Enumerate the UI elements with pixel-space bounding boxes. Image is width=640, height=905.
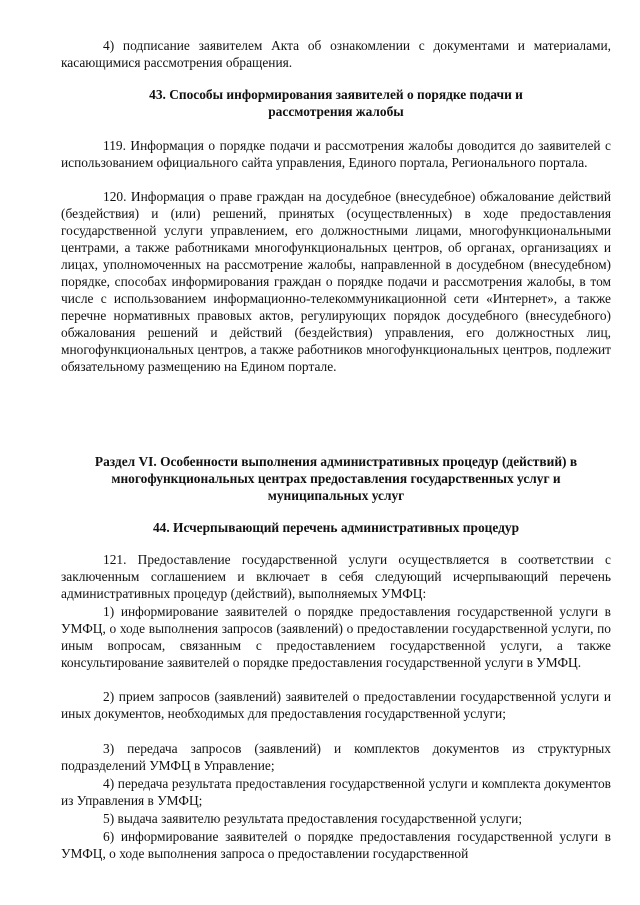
list-item-2: 2) прием запросов (заявлений) заявителей о предоставлении государственной услуги и иных документов, необходимых для предоставления государственной услуги; (61, 689, 611, 721)
heading-43: 43. Способы информирования заявителей о порядке подачи и рассмотрения жалобы (149, 87, 523, 119)
section-6-heading: Раздел VI. Особенности выполнения административных процедур (действий) в многофункциональных центрах предоставления государственных услуг и муниципальных услуг (94, 454, 578, 503)
paragraph-item-4: 4) подписание заявителем Акта об ознакомлении с документами и материалами, касающимися рассмотрения обращения. (61, 38, 611, 70)
list-item-5: 5) выдача заявителю результата предоставления государственной услуги; (103, 811, 523, 826)
list-item-3: 3) передача запросов (заявлений) и комплектов документов из структурных подразделений УМФЦ в Управление; (61, 741, 611, 773)
list-item-1: 1) информирование заявителей о порядке предоставления государственной услуги в УМФЦ, о ходе выполнения запросов (заявлений) о предоставлении государственной услуги, по иным вопросам, связанным с предоставлением государственной услуги, а также консультирование заявителей о порядке предоставления государственной услуги в УМФЦ. (61, 604, 611, 670)
list-item-6: 6) информирование заявителей о порядке предоставления государственной услуги в УМФЦ, о ходе выполнения запроса о предоставлении государственной (61, 829, 611, 861)
list-item-4: 4) передача результата предоставления государственной услуги и комплекта документов из Управления в УМФЦ; (61, 776, 611, 808)
heading-44: 44. Исчерпывающий перечень административных процедур (152, 520, 520, 535)
paragraph-120: 120. Информация о праве граждан на досудебное (внесудебное) обжалование действий (бездействия) и (или) решений, принятых (осуществленных) в ходе предоставления государственной услуги управлением, его должностными лицами, многофункциональными центрами, а также работниками многофункциональных центров, об органах, организациях и лицах, уполномоченных на рассмотрение жалобы, направленной в досудебном (внесудебном) порядке, способах информирования граждан о порядке подачи и рассмотрения жалобы, в том числе с использованием информационно-телекоммуникационной сети «Интернет», а также перечне нормативных правовых актов, регулирующих порядок досудебного (внесудебного) обжалования решений и действий (бездействия) управления, его должностных лиц, многофункциональных центров, а также работников многофункциональных центров, подлежит обязательному размещению на Едином портале. (61, 189, 611, 374)
paragraph-121: 121. Предоставление государственной услуги осуществляется в соответствии с заключенным соглашением и включает в себя следующий исчерпывающий перечень административных процедур (действий), выполняемых УМФЦ: (61, 552, 611, 601)
paragraph-119: 119. Информация о порядке подачи и рассмотрения жалобы доводится до заявителей с использованием официального сайта управления, Единого портала, Регионального портала. (61, 138, 611, 170)
